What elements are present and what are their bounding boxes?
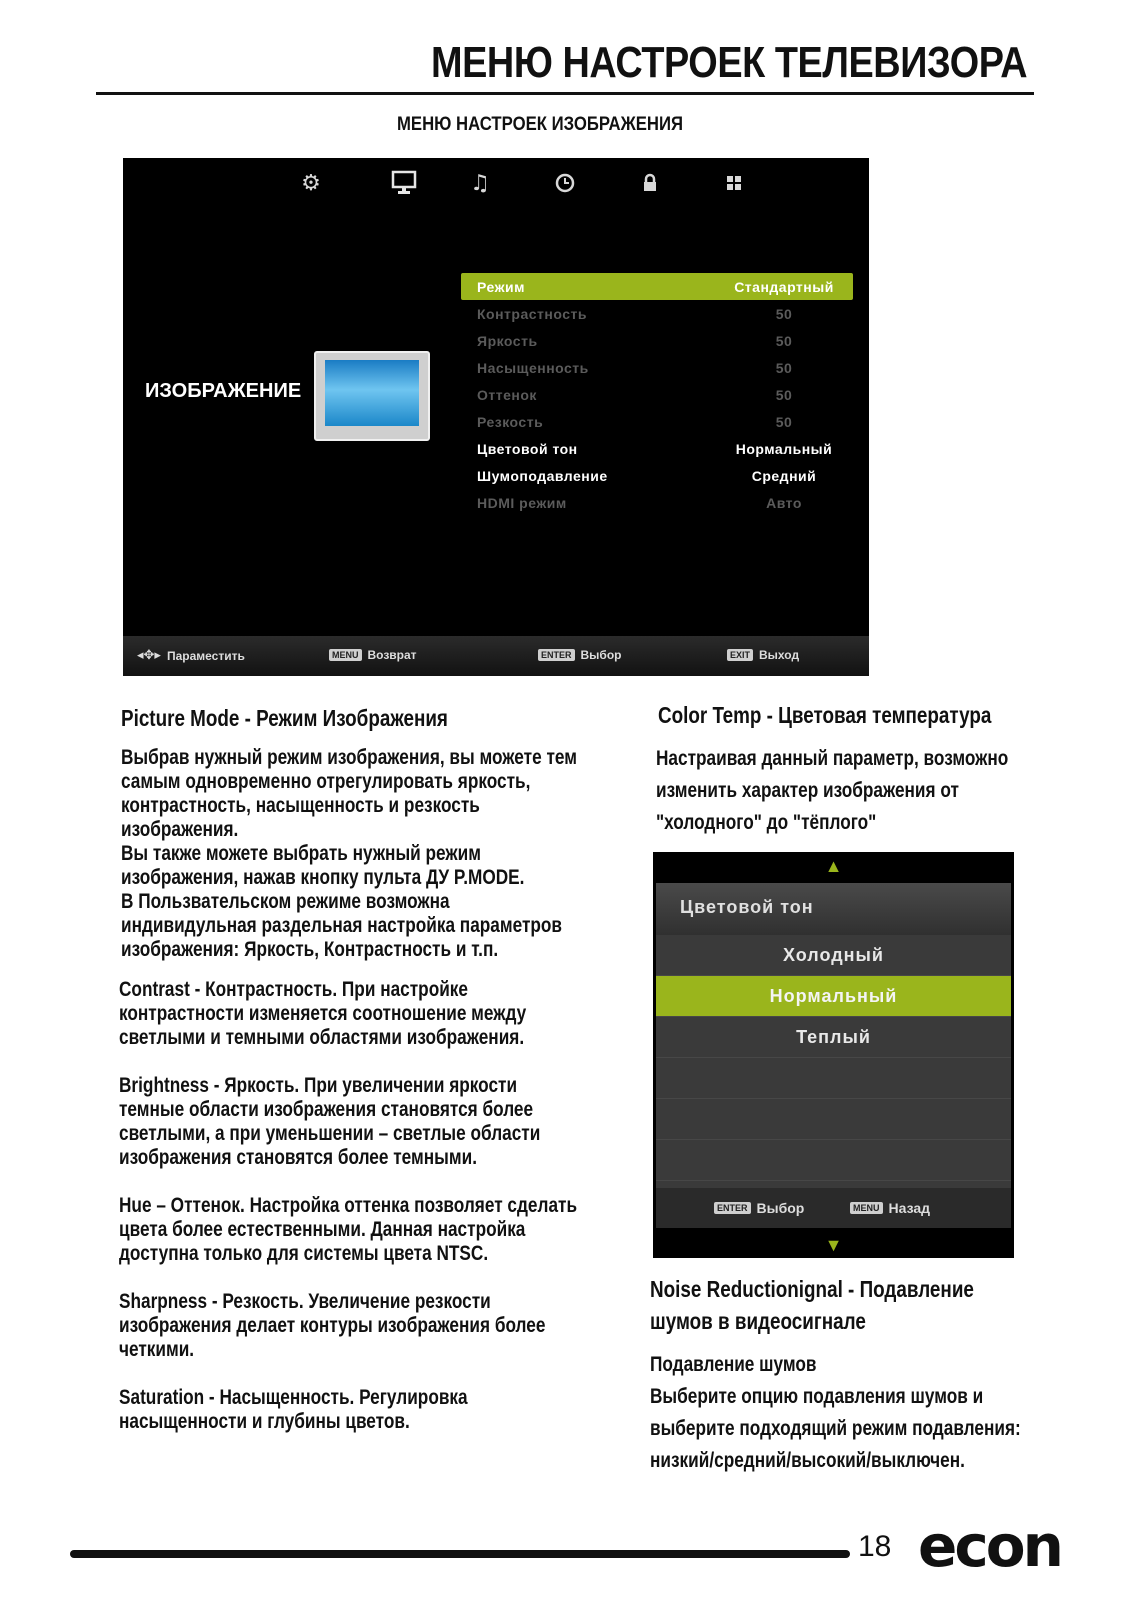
hint-back: MENU Возврат <box>329 648 417 662</box>
menu-item-sharpness[interactable]: Резкость 50 <box>477 413 793 430</box>
enter-key-icon: ENTER <box>538 649 575 661</box>
lock-icon[interactable] <box>635 168 665 198</box>
sharpness-paragraph: Sharpness - Резкость. Увеличение резкости изображения делает контуры изображения более четкими. <box>119 1290 546 1361</box>
color-tone-empty-row <box>656 1099 1011 1140</box>
picture-mode-heading: Picture Mode - Режим Изображения <box>121 705 448 731</box>
contrast-paragraph: Contrast - Контрастность. При настройке контрастности изменяется соотношение между светлыми и темными областями изображения. <box>119 978 527 1049</box>
title-divider <box>96 92 1034 95</box>
section-subtitle: МЕНЮ НАСТРОЕК ИЗОБРАЖЕНИЯ <box>396 114 683 135</box>
color-temp-paragraph: Настраивая данный параметр, возможно изменить характер изображения от "холодного" до "тёплого" <box>656 747 1009 834</box>
menu-item-noise-reduction[interactable]: Шумоподавление Средний <box>477 467 817 484</box>
econ-logo: econ <box>918 1512 1061 1580</box>
clock-icon[interactable] <box>550 168 580 198</box>
music-note-icon[interactable]: ♫ <box>470 170 490 196</box>
gear-icon[interactable]: ⚙ <box>301 170 321 196</box>
menu-key-icon: MENU <box>329 649 362 661</box>
noise-reduction-paragraph: Выберите опцию подавления шумов и выберите подходящий режим подавления: низкий/средний/высокий/выключен. <box>650 1385 1021 1472</box>
menu-item-hdmi-mode[interactable]: HDMI режим Авто <box>477 494 802 511</box>
color-tone-option-cold[interactable]: Холодный <box>656 935 1011 976</box>
picture-mode-paragraph-1: Выбрав нужный режим изображения, вы можете тем самым одновременно отрегулировать яркость, контрастность, насыщенность и резкость изображения. <box>121 746 577 841</box>
scroll-down-arrow-icon[interactable]: ▼ <box>824 1235 843 1255</box>
hint-select: ENTER Выбор <box>714 1200 804 1216</box>
footer-divider <box>70 1550 850 1558</box>
brightness-paragraph: Brightness - Яркость. При увеличении яркости темные области изображения становятся более светлыми, а при уменьшении – светлые области изображения становятся более темными. <box>119 1074 541 1169</box>
hint-exit: EXIT Выход <box>727 648 799 662</box>
menu-key-icon: MENU <box>850 1202 883 1214</box>
menu-hint-bar <box>123 636 869 676</box>
grid-icon[interactable] <box>719 168 749 198</box>
color-tone-empty-row <box>656 1058 1011 1099</box>
picture-menu-list <box>461 273 853 516</box>
exit-key-icon: EXIT <box>727 649 753 661</box>
page-number: 18 <box>858 1530 892 1563</box>
color-tone-hint-bar <box>656 1188 1011 1228</box>
move-arrows-icon: ◂✥▸ <box>137 648 161 663</box>
scroll-up-arrow-icon[interactable]: ▲ <box>824 856 843 876</box>
hint-move: ◂✥▸ Параместить <box>137 648 245 663</box>
menu-category-label: ИЗОБРАЖЕНИЕ <box>145 380 302 402</box>
color-temp-heading: Color Temp - Цветовая температура <box>658 702 992 728</box>
noise-reduction-heading-line-2: шумов в видеосигнале <box>650 1308 866 1334</box>
menu-item-saturation[interactable]: Насыщенность 50 <box>477 359 793 376</box>
monitor-icon[interactable] <box>389 168 419 198</box>
hue-paragraph: Hue – Оттенок. Настройка оттенка позволяет сделать цвета более естественными. Данная настройка доступна только для системы цвета NTSC. <box>119 1194 578 1265</box>
picture-settings-menu <box>123 158 869 676</box>
color-tone-popup <box>653 852 1014 1258</box>
picture-mode-paragraph-3: В Пользвательском режиме возможна индивидульная раздельная настройка параметров изображения: Яркость, Контрастность и т.п. <box>121 890 563 961</box>
enter-key-icon: ENTER <box>714 1202 751 1214</box>
color-tone-option-warm[interactable]: Теплый <box>656 1017 1011 1058</box>
tv-picture-icon <box>314 351 430 441</box>
menu-item-contrast[interactable]: Контрастность 50 <box>477 305 793 322</box>
hint-select: ENTER Выбор <box>538 648 622 662</box>
page-title: МЕНЮ НАСТРОЕК ТЕЛЕВИЗОРА <box>430 38 1027 87</box>
menu-item-color-tone[interactable]: Цветовой тон Нормальный <box>477 440 833 457</box>
noise-reduction-subheading: Подавление шумов <box>650 1353 817 1376</box>
noise-reduction-heading-line-1: Noise Reductionignal - Подавление <box>650 1276 974 1302</box>
color-tone-title: Цветовой тон <box>656 883 1011 935</box>
menu-item-hue[interactable]: Оттенок 50 <box>477 386 793 403</box>
picture-mode-paragraph-2: Вы также можете выбрать нужный режим изображения, нажав кнопку пульта ДУ P.MODE. <box>121 842 525 889</box>
color-tone-panel <box>656 883 1011 1228</box>
color-tone-option-normal[interactable]: Нормальный <box>656 976 1011 1017</box>
hint-back: MENU Назад <box>850 1200 930 1216</box>
menu-item-mode[interactable]: Режим Стандартный <box>461 273 853 300</box>
menu-item-brightness[interactable]: Яркость 50 <box>477 332 793 349</box>
saturation-paragraph: Saturation - Насыщенность. Регулировка насыщенности и глубины цветов. <box>119 1386 468 1433</box>
color-tone-empty-row <box>656 1140 1011 1181</box>
